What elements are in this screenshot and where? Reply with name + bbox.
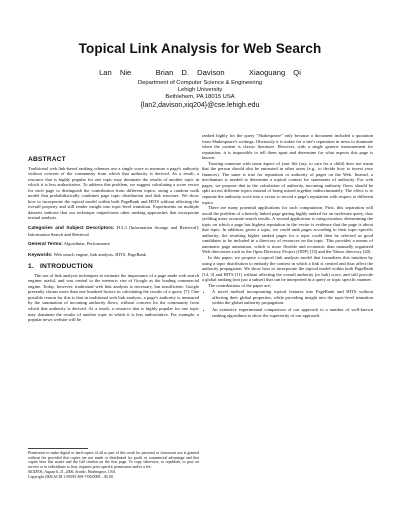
categories-label: Categories and Subject Descriptors: bbox=[28, 226, 115, 232]
author-block bbox=[0, 68, 400, 109]
intro-heading: 1. INTRODUCTION bbox=[28, 263, 93, 271]
contributions-list bbox=[202, 289, 373, 318]
right-paragraph-5: The contributions of the paper are: bbox=[208, 282, 272, 288]
copyright-footnote bbox=[28, 451, 199, 479]
right-paragraph-1: ranked highly for the query "Shakespeare" only because a document included a quotation from Shakespeare's writings. Obviously it is unfair for a site's reputation in news to dominate when the content is classic literature. However, with a single generic measurement for reputation, it is impossible to tell them apart and determine for what aspects this page is known. bbox=[202, 133, 373, 161]
author-names: Lan Nie Brian D. Davison Xiaoguang Qi bbox=[99, 68, 301, 77]
list-item: • A novel method incorporating topical features into PageRank and HITS without affecting their global properties, while providing insight into the topic-level transition within the global authority propagation. bbox=[212, 289, 373, 306]
footnote-permission: Permission to make digital or hard copies of all or part of this work for personal or classroom use is granted without fee provided that copies are not made or distributed for profit or commercial advantage and that copies bear this notice and the full citation on the first page. To copy otherwise, to republish, to post on servers or to redistribute to lists, requires prior specific permission and/or a fee. bbox=[28, 451, 199, 470]
general-terms-label: General Terms: bbox=[28, 242, 63, 248]
intro-text: The use of link analysis techniques to estimate the importance of a page made web search engines useful, and was central to the meteoric rise of Google as the leading commercial engine. Today, however, traditional web link analysis is necessary, but insufficient: Google presently claims more than one hundred factors in calculating the results of a query [7]. One possible reason for this is that in traditional web link analysis, a page's authority is measured by the summation of incoming authority flows, without concern for the community from which that authority is derived. As a result, a resource that is highly popular for one topic may dominate the results of another topic in which it is less authoritative. For example, a popular news website will be bbox=[28, 272, 199, 323]
right-paragraph-3: There are many potential applications for such computation. First, this separation will avoid the problem of a heavily linked page getting highly ranked for an irrelevant query, thus yielding more accurate search results. A second application is categorization; determining the topic on which a page has highest reputation in the vector is evidence that the page is about that topic. In addition, given a topic, we could rank pages according to their topic-specific authority; the resulting higher ranked pages for a topic could then be selected as good candidates to be included in a directory of resources on the topic. This provides a means of automatic page annotation, which is more flexible and economic than manually organized Web directories such as the Open Directory Project (ODP) [13] and the Yahoo directory [20]. bbox=[202, 205, 373, 255]
left-column bbox=[28, 155, 199, 323]
general-terms-text: Algorithms, Performance bbox=[63, 241, 110, 247]
categories bbox=[28, 225, 199, 237]
footnote-copyright: Copyright 2006 ACM 1-59593-369-7/06/0008 ...$5.00. bbox=[28, 474, 114, 479]
abstract-heading: ABSTRACT bbox=[28, 156, 66, 163]
right-column bbox=[202, 133, 373, 319]
right-paragraph-2: Trusting someone with some aspect of your life (say, to care for a child) does not mean that the person should also be entrusted in other areas (e.g., to decide how to invest your finances). The same is true for reputation or authority of pages on the Web. Instead, a mechanism is needed to determine a topical context for statements of authority. For web pages, we propose that in the calculation of authority, incoming authority flows should be split across different topics instead of being mixed together indiscriminately. The effect is to separate the authority score into a vector to record a page's reputation with respect to different topics. bbox=[202, 160, 373, 205]
abstract-text: Traditional web link-based ranking schemes use a single score to measure a page's authority without concern of the community from which that authority is derived. As a result, a resource that is highly popular for one topic may dominate the results of another topic in which it is less authoritative. To address this problem, we suggest calculating a score vector for each page to distinguish the contribution from different topics, using a random walk model that probabilistically combines page topic distribution and link structure. We show how to incorporate the topical model within both PageRank and HITS without affecting the overall property and still render insight into topic-level transition. Experiments on multiple datasets indicate that our technique outperforms other ranking approaches that incorporate textual analysis. bbox=[28, 165, 199, 221]
affiliation-university: Lehigh University bbox=[177, 87, 223, 94]
list-item: • An extensive experimental comparison of our approach to a number of well-known ranking algorithms to show the superiority of our approach. bbox=[212, 307, 373, 318]
categories-text: H.3.3 [Information Storage and Retrieval]: Information Search and Retrieval bbox=[28, 225, 200, 237]
keywords-label: Keywords: bbox=[28, 252, 53, 258]
author-emails: {lan2,davison,xiq204}@cse.lehigh.edu bbox=[140, 101, 260, 109]
affiliation-address: Bethlehem, PA 18015 USA bbox=[165, 94, 235, 101]
footnote-conference: SIGIR'06, August 6–11, 2006, Seattle, Washington, USA. bbox=[28, 469, 117, 474]
footnote-rule bbox=[28, 448, 88, 449]
keywords-text: Web search engine, link analysis, HITS, PageRank bbox=[53, 251, 147, 257]
affiliation-dept: Department of Computer Science & Engineering bbox=[137, 80, 263, 86]
paper-title: Topical Link Analysis for Web Search bbox=[78, 41, 322, 56]
right-paragraph-4: In this paper, we propose a topical link analysis model that formalizes this intuition by using a topic distribution to embody the context in which a link is created and thus affect the authority propagation. We show how to incorporate the topical model within both PageRank [14, 3] and HITS [11] without affecting the overall authority (or hub) score, and still provide a global ranking (not just a subset) that can be interpreted in a query or topic specific manner. bbox=[202, 255, 373, 283]
